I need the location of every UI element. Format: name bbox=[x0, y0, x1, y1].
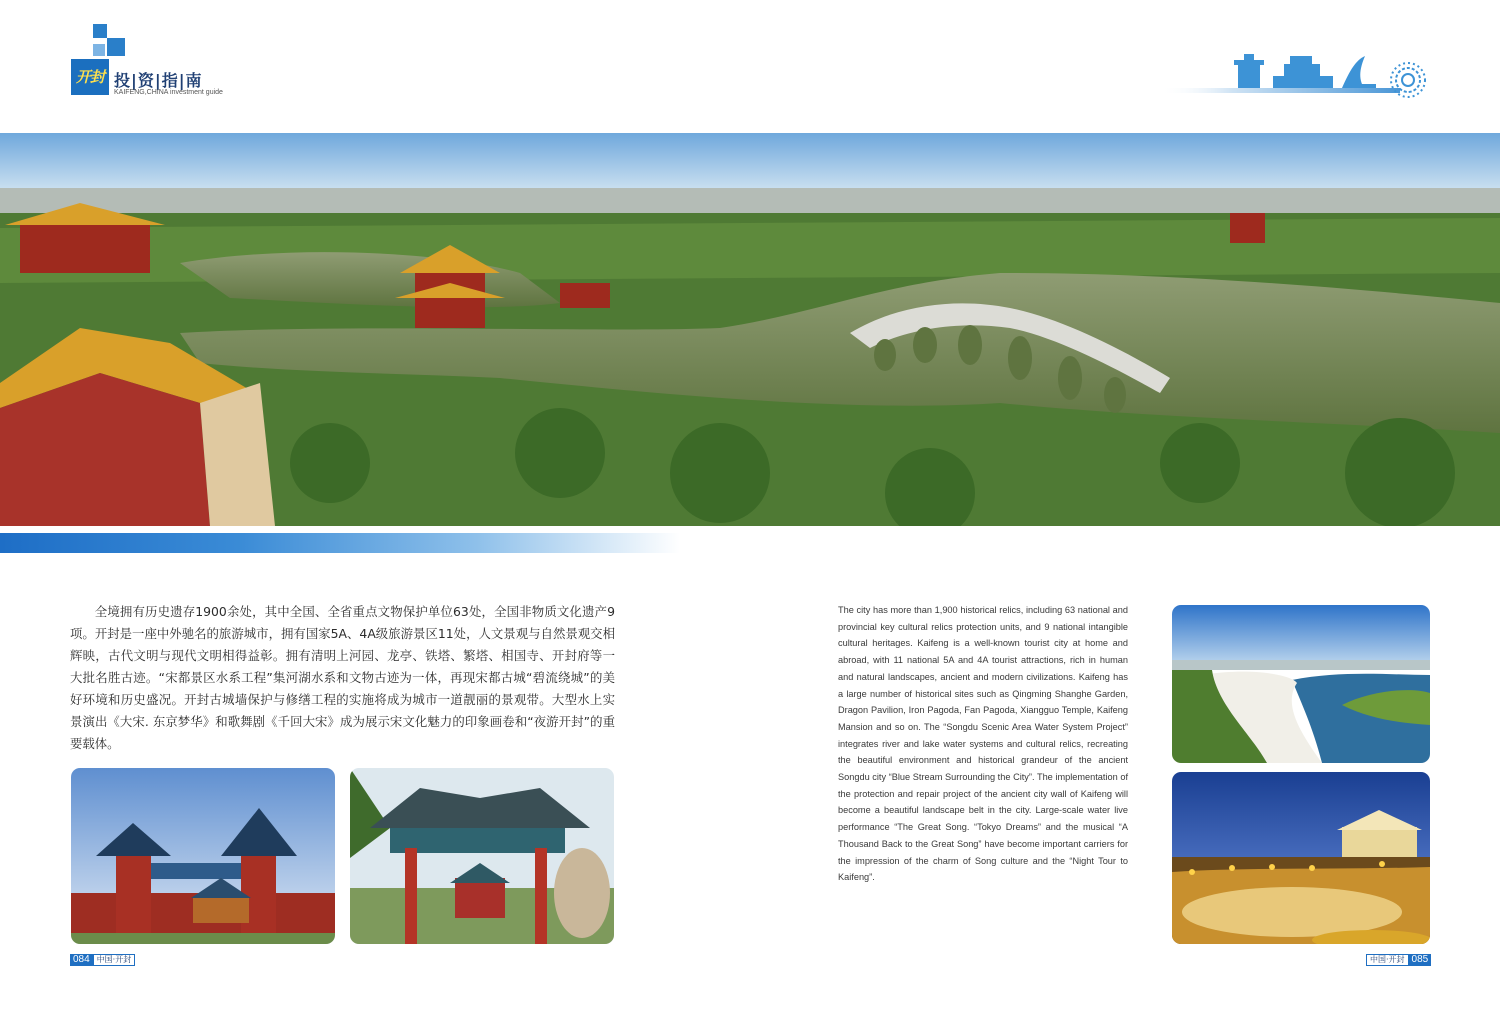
page-number-left bbox=[70, 954, 135, 966]
guide-subtitle: KAIFENG,CHINA investment guide bbox=[114, 89, 223, 96]
photo-memorial-archway bbox=[350, 768, 614, 944]
page-number: 085 bbox=[1409, 954, 1432, 966]
page-number: 084 bbox=[70, 954, 93, 966]
page-label: 中国·开封 bbox=[93, 954, 136, 966]
landmark-silhouettes-icon bbox=[1160, 50, 1435, 102]
photo-city-gate bbox=[71, 768, 335, 944]
body-text-english: The city has more than 1,900 historical relics, including 63 national and provincial key cultural relics protection units, and 9 national intangible cultural heritages. Kaifeng is a well-known tourist city at home and abroad, with 11 national 5A and 4A tourist attractions, rich in human and natural landscapes, ancient and modern civilizations. Kaifeng has a large number of historical sites such as Qingming Shanghe Garden, Dragon Pavilion, Iron Pagoda, Fan Pagoda, Xiangguo Temple, Kaifeng Mansion and so on. The “Songdu Scenic Area Water System Project” integrates river and lake water systems and cultural relics, recreating the beautiful environment and historical grandeur of the ancient Songdu city “Blue Stream Surrounding the City”. The implementation of the protection and repair project of the ancient city wall of Kaifeng will become a beautiful landscape belt in the city. Large-scale water live performance “The Great Song. “Tokyo Dreams” and the musical “A Thousand Back to the Great Song” have become important carriers for the impression of the charm of Song culture and the “Night Tour to Kaifeng”. bbox=[838, 605, 1128, 883]
guide-logo bbox=[70, 22, 250, 102]
guide-title: 投|资|指|南 bbox=[114, 71, 203, 90]
logo-square bbox=[93, 44, 105, 56]
accent-bar bbox=[0, 533, 680, 553]
panorama-photo bbox=[0, 133, 1500, 526]
logo-square bbox=[93, 24, 107, 38]
logo-badge: 开封 bbox=[71, 59, 109, 95]
page-number-right bbox=[1366, 954, 1431, 966]
body-text-chinese: 全境拥有历史遗存1900余处，其中全国、全省重点文物保护单位63处，全国非物质文化遗产9项。开封是一座中外驰名的旅游城市，拥有国家5A、4A级旅游景区11处，人文景观与自然景观交相辉映，古代文明与现代文明相得益彰。拥有清明上河园、龙亭、铁塔、繁塔、相国寺、开封府等一大批名胜古迹。“宋都景区水系工程”集河湖水系和文物古迹为一体，再现宋都古城“碧流绕城”的美好环境和历史盛况。开封古城墙保护与修缮工程的实施将成为城市一道靓丽的景观带。大型水上实景演出《大宋. 东京梦华》和歌舞剧《千回大宋》成为展示宋文化魅力的印象画卷和“夜游开封”的重要载体。 bbox=[70, 604, 615, 751]
logo-square bbox=[107, 38, 125, 56]
photo-night-pavilion bbox=[1172, 772, 1430, 944]
page-label: 中国·开封 bbox=[1366, 954, 1409, 966]
photo-lakeside-beach bbox=[1172, 605, 1430, 763]
